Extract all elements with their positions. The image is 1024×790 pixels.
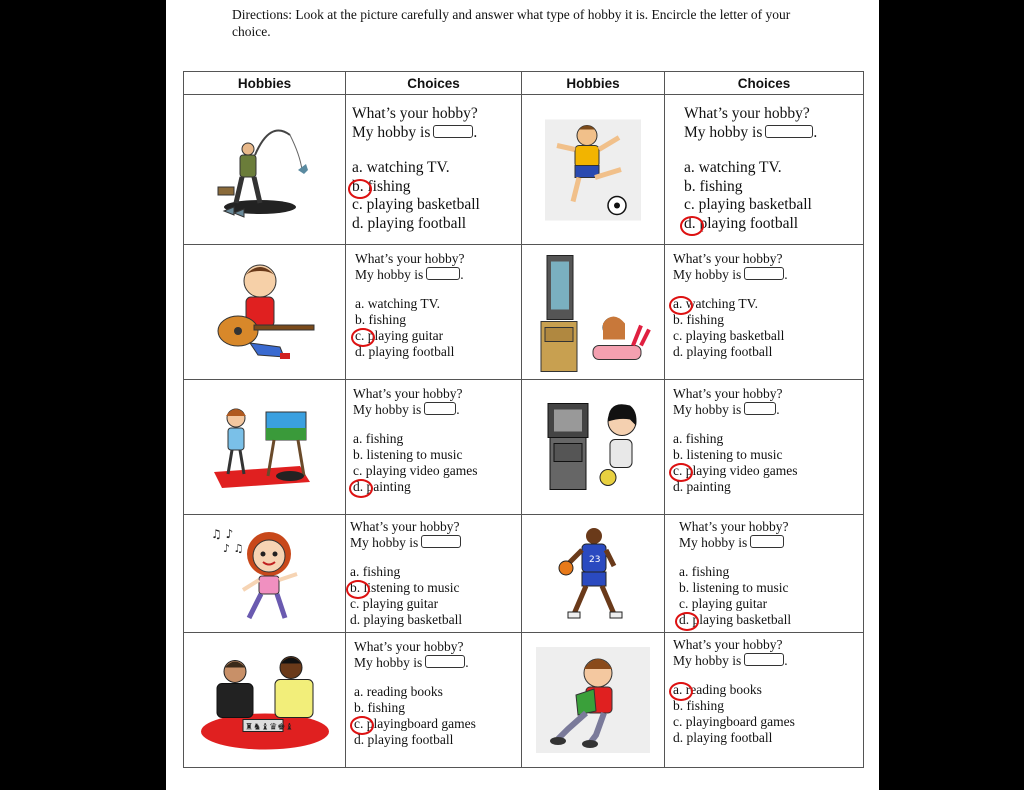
- table-row: [184, 95, 864, 245]
- prompt-text: My hobby is: [673, 402, 742, 417]
- option-c[interactable]: c. playing video games: [353, 463, 478, 478]
- tv-icon: [533, 250, 653, 375]
- answer-blank[interactable]: [433, 125, 473, 138]
- option-d[interactable]: d. playing football: [673, 344, 773, 359]
- choices-cell: [346, 95, 522, 245]
- prompt-text: My hobby is: [673, 653, 742, 668]
- table-row: [184, 515, 864, 633]
- board-game-icon: [195, 648, 335, 753]
- header-hobbies: Hobbies: [184, 72, 346, 95]
- question-text: What’s your hobby?: [353, 386, 463, 401]
- option-b[interactable]: b. fishing: [684, 177, 743, 195]
- answer-blank[interactable]: [765, 125, 813, 138]
- option-d[interactable]: d. playing football: [355, 344, 455, 359]
- question-block: [665, 515, 863, 628]
- option-a[interactable]: a. fishing: [353, 431, 404, 446]
- option-d[interactable]: d. playing football: [354, 732, 454, 747]
- option-d[interactable]: d. playing football: [352, 214, 467, 232]
- football-icon: [543, 117, 643, 222]
- prompt-text: My hobby is: [353, 402, 422, 417]
- option-b-selected[interactable]: b. fishing: [352, 178, 517, 197]
- choices-cell: [665, 245, 864, 380]
- choices-cell: [665, 633, 864, 768]
- reading-icon: [534, 645, 652, 755]
- hobby-picture: [184, 380, 346, 515]
- directions-text: Directions: Look at the picture carefully and answer what type of hobby it is. Encircle the letter of your choice.: [232, 7, 791, 39]
- question-text: What’s your hobby?: [684, 105, 810, 122]
- choices-cell: [665, 515, 864, 633]
- answer-blank[interactable]: [744, 267, 784, 280]
- option-a[interactable]: a. fishing: [679, 564, 730, 579]
- svg-text:23: 23: [589, 554, 601, 565]
- question-text: What’s your hobby?: [673, 386, 783, 401]
- option-a[interactable]: a. reading books: [354, 684, 443, 699]
- hobby-table: [183, 71, 864, 768]
- question-block: What’s your hobby? My hobby is . a. reading books b. fishing c. playingboard games d. playing football: [346, 633, 521, 748]
- option-d[interactable]: d. playing football: [673, 730, 773, 745]
- option-c[interactable]: c. playing basketball: [684, 196, 812, 214]
- question-block: What’s your hobby? My hobby is . a. watching TV. b. fishing c. playing guitar d. playing football: [346, 245, 521, 360]
- option-b[interactable]: b. fishing: [354, 700, 406, 715]
- question-text: What’s your hobby?: [355, 251, 465, 266]
- answer-blank[interactable]: [744, 402, 776, 415]
- hobby-picture: [184, 95, 346, 245]
- prompt-text: My hobby is: [354, 655, 423, 670]
- choices-cell: [346, 380, 522, 515]
- option-d-selected[interactable]: d. painting: [353, 479, 517, 495]
- question-text: What’s your hobby?: [673, 637, 783, 652]
- choices-cell: [665, 380, 864, 515]
- option-c-selected[interactable]: c. playingboard games: [354, 716, 517, 732]
- option-a[interactable]: a. watching TV.: [352, 159, 450, 177]
- question-text: What’s your hobby?: [352, 105, 478, 122]
- table-row: [184, 245, 864, 380]
- question-block: What’s your hobby? My hobby is . a. watching TV. b. fishing c. playing basketball d. playing football: [665, 245, 863, 360]
- fishing-icon: [210, 115, 320, 225]
- option-b[interactable]: b. listening to music: [353, 447, 463, 462]
- painting-icon: [210, 402, 320, 492]
- answer-blank[interactable]: [421, 535, 461, 548]
- option-b[interactable]: b. listening to music: [679, 580, 789, 595]
- hobby-picture: [522, 515, 665, 633]
- prompt-text: My hobby is: [673, 267, 742, 282]
- option-b[interactable]: b. fishing: [355, 312, 407, 327]
- option-a-selected[interactable]: a. reading books: [673, 682, 859, 698]
- option-a[interactable]: a. watching TV.: [355, 296, 440, 311]
- answer-blank[interactable]: [744, 653, 784, 666]
- choices-cell: [346, 245, 522, 380]
- choices-cell: [665, 95, 864, 245]
- choices-cell: [346, 515, 522, 633]
- basketball-icon: [548, 524, 638, 624]
- header-row: [184, 72, 864, 95]
- video-game-icon: [538, 400, 648, 495]
- answer-blank[interactable]: [750, 535, 784, 548]
- hobby-picture: [522, 380, 665, 515]
- option-d[interactable]: d. painting: [673, 479, 731, 494]
- question-text: What’s your hobby?: [679, 519, 789, 534]
- question-block: What’s your hobby? My hobby is . a. fishing b. listening to music c. playing video games d. painting: [665, 380, 863, 495]
- question-text: What’s your hobby?: [350, 519, 460, 534]
- question-text: What’s your hobby?: [354, 639, 464, 654]
- option-c[interactable]: c. playing guitar: [350, 596, 439, 611]
- option-c[interactable]: c. playingboard games: [673, 714, 795, 729]
- hobby-picture: [184, 245, 346, 380]
- choices-cell: [346, 633, 522, 768]
- table-row: [184, 633, 864, 768]
- answer-blank[interactable]: [425, 655, 465, 668]
- option-b[interactable]: b. listening to music: [673, 447, 783, 462]
- header-choices: Choices: [665, 72, 864, 95]
- option-d-selected[interactable]: d. playing football: [684, 215, 859, 234]
- prompt-text: My hobby is: [350, 535, 419, 550]
- option-b[interactable]: b. fishing: [673, 698, 725, 713]
- option-a-selected[interactable]: a. watching TV.: [673, 296, 859, 312]
- svg-text:♜♞♝♛♚♝: ♜♞♝♛♚♝: [244, 722, 293, 733]
- header-hobbies: Hobbies: [522, 72, 665, 95]
- question-text: What’s your hobby?: [673, 251, 783, 266]
- svg-text:♪ ♫: ♪ ♫: [222, 541, 243, 555]
- header-choices: Choices: [346, 72, 522, 95]
- hobby-picture: [522, 633, 665, 768]
- question-block: What’s your hobby? My hobby is . a. fishing b. listening to music c. playing video games d. painting: [346, 380, 521, 495]
- hobby-picture: [184, 633, 346, 768]
- question-block: What’s your hobby? My hobby is . a. watching TV. b. fishing c. playing basketball d. playing football: [346, 95, 521, 234]
- prompt-text: My hobby is: [355, 267, 424, 282]
- option-c[interactable]: c. playing basketball: [352, 196, 480, 214]
- option-b[interactable]: b. fishing: [673, 312, 725, 327]
- guitar-icon: [210, 257, 320, 367]
- option-a[interactable]: a. fishing: [350, 564, 401, 579]
- worksheet-page: [166, 0, 879, 790]
- question-block: What’s your hobby? My hobby is . a. watching TV. b. fishing c. playing basketball d. playing football: [665, 95, 863, 234]
- prompt-text: My hobby is: [352, 123, 431, 141]
- hobby-picture: [184, 515, 346, 633]
- option-a[interactable]: a. watching TV.: [684, 159, 782, 177]
- option-b-selected[interactable]: b. listening to music: [350, 580, 517, 596]
- option-d-selected[interactable]: d. playing basketball: [679, 612, 859, 628]
- hobby-picture: [522, 245, 665, 380]
- option-c-selected[interactable]: c. playing guitar: [355, 328, 517, 344]
- option-c[interactable]: c. playing basketball: [673, 328, 785, 343]
- option-d[interactable]: d. playing basketball: [350, 612, 463, 627]
- svg-text:♫ ♪: ♫ ♪: [210, 526, 233, 541]
- answer-blank[interactable]: [424, 402, 456, 415]
- answer-blank[interactable]: [426, 267, 460, 280]
- question-block: What’s your hobby? My hobby is . a. reading books b. fishing c. playingboard games d. playing football: [665, 633, 863, 746]
- table-row: [184, 380, 864, 515]
- music-icon: [205, 524, 325, 624]
- question-block: [346, 515, 521, 628]
- option-c-selected[interactable]: c. playing video games: [673, 463, 859, 479]
- prompt-text: My hobby is: [679, 535, 748, 550]
- option-a[interactable]: a. fishing: [673, 431, 724, 446]
- hobby-picture: [522, 95, 665, 245]
- prompt-text: My hobby is: [684, 123, 763, 141]
- option-c[interactable]: c. playing guitar: [679, 596, 768, 611]
